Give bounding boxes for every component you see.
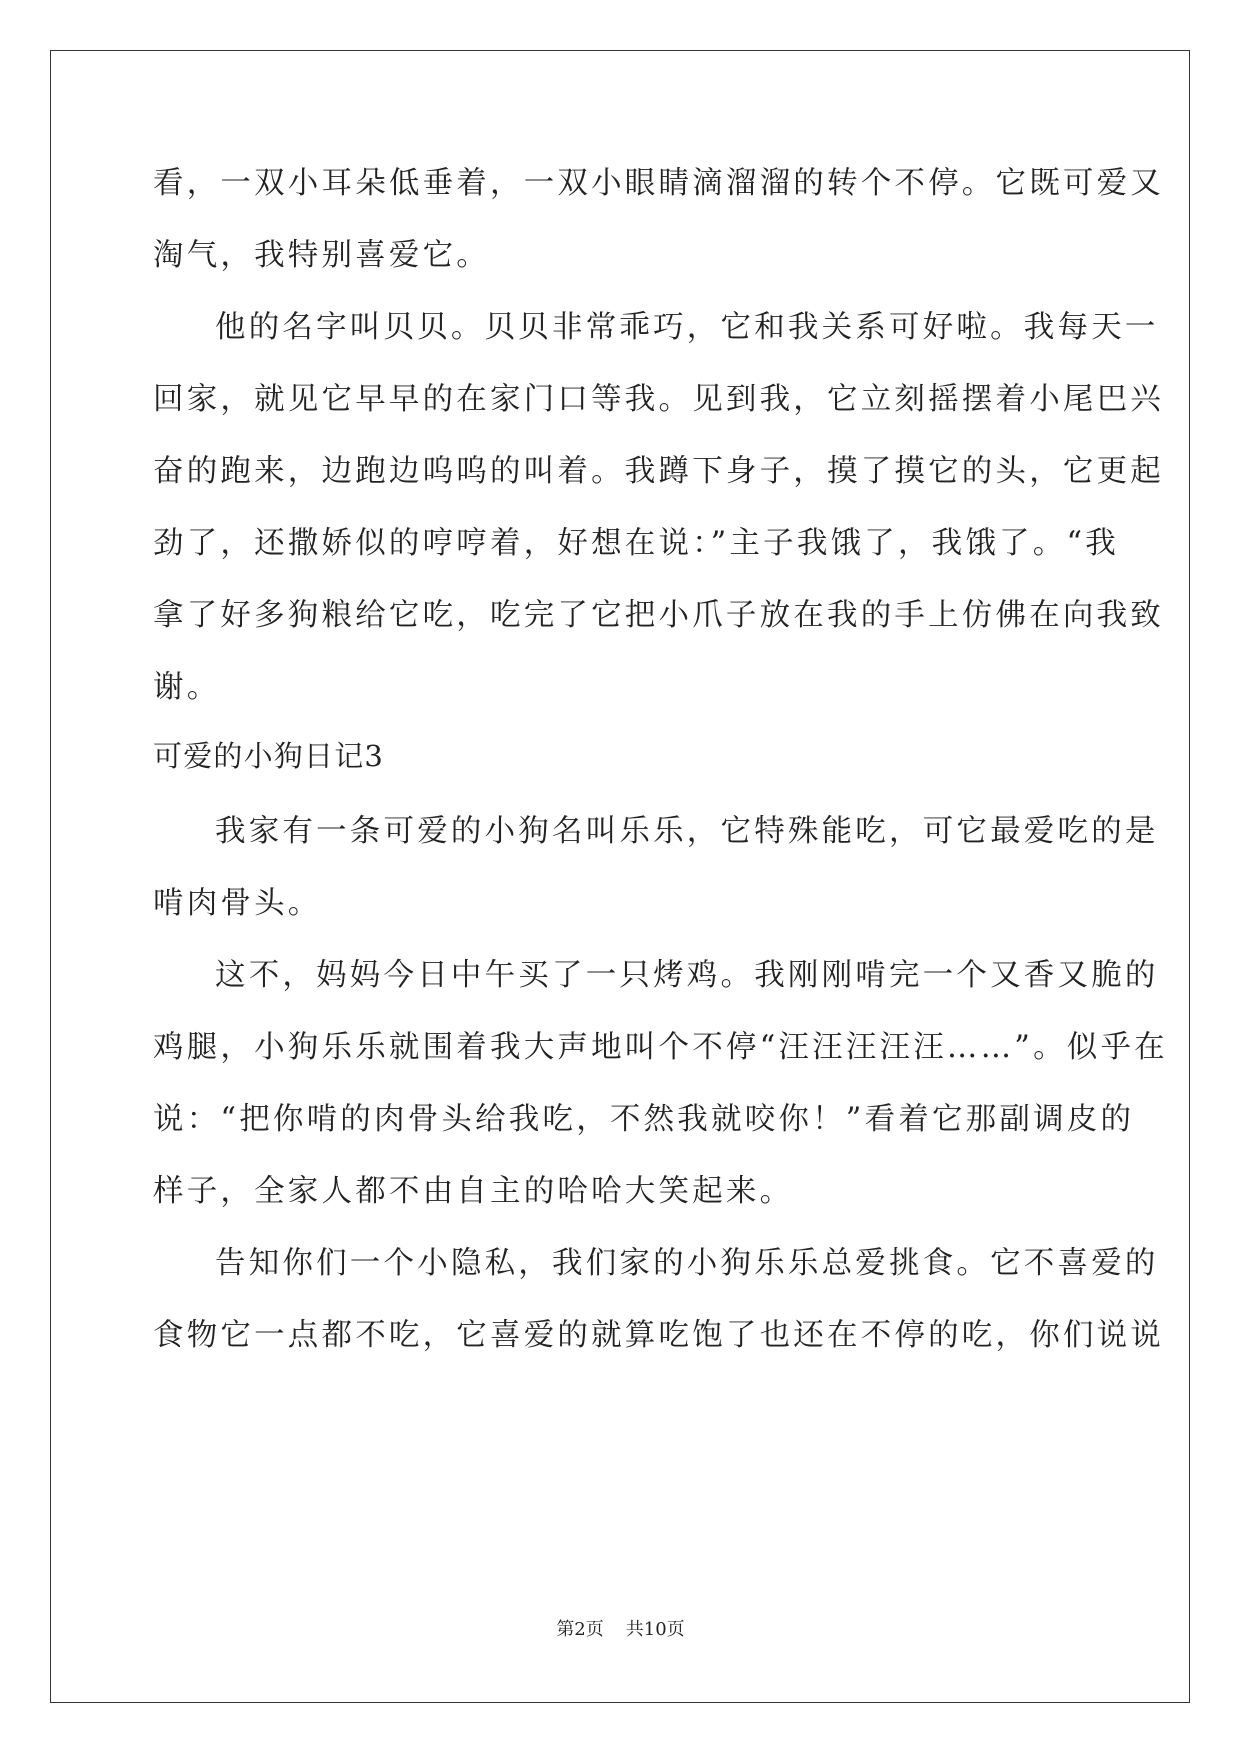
paragraph-5-line-2: 食物它一点都不吃，它喜爱的就算吃饱了也还在不停的吃，你们说说	[153, 1318, 1164, 1353]
paragraph-2-line-1: 他的名字叫贝贝。贝贝非常乖巧，它和我关系可好啦。我每天一	[215, 310, 1159, 345]
current-page-number: 第2页	[556, 1619, 604, 1640]
paragraph-2-line-5: 拿了好多狗粮给它吃，吃完了它把小爪子放在我的手上仿佛在向我致	[153, 598, 1164, 633]
paragraph-2-line-4: 劲了，还撒娇似的哼哼着，好想在说：”主子我饿了，我饿了。“我	[153, 526, 1119, 561]
total-page-count: 共10页	[625, 1619, 685, 1640]
paragraph-4-line-1: 这不，妈妈今日中午买了一只烤鸡。我刚刚啃完一个又香又脆的	[215, 958, 1159, 993]
paragraph-4-line-4: 样子，全家人都不由自主的哈哈大笑起来。	[153, 1174, 794, 1209]
paragraph-1-line-1: 看，一双小耳朵低垂着，一双小眼睛滴溜溜的转个不停。它既可爱又	[153, 166, 1164, 201]
paragraph-3-line-1: 我家有一条可爱的小狗名叫乐乐，它特殊能吃，可它最爱吃的是	[215, 814, 1159, 849]
paragraph-3-line-2: 啃肉骨头。	[153, 886, 322, 921]
paragraph-2-line-3: 奋的跑来，边跑边呜呜的叫着。我蹲下身子，摸了摸它的头，它更起	[153, 454, 1164, 489]
paragraph-2-line-6: 谢。	[153, 670, 221, 705]
page-footer	[0, 1615, 1241, 1641]
paragraph-5-line-1: 告知你们一个小隐私，我们家的小狗乐乐总爱挑食。它不喜爱的	[215, 1246, 1159, 1281]
paragraph-1-line-2: 淘气，我特别喜爱它。	[153, 238, 490, 273]
paragraph-4-line-3: 说：“把你啃的肉骨头给我吃，不然我就咬你！”看着它那副调皮的	[153, 1102, 1135, 1137]
paragraph-4-line-2: 鸡腿，小狗乐乐就围着我大声地叫个不停“汪汪汪汪汪……”。似乎在	[153, 1030, 1168, 1065]
page-frame	[50, 50, 1190, 1703]
paragraph-2-line-2: 回家，就见它早早的在家门口等我。见到我，它立刻摇摆着小尾巴兴	[153, 382, 1164, 417]
section-heading: 可爱的小狗日记3	[153, 739, 385, 773]
